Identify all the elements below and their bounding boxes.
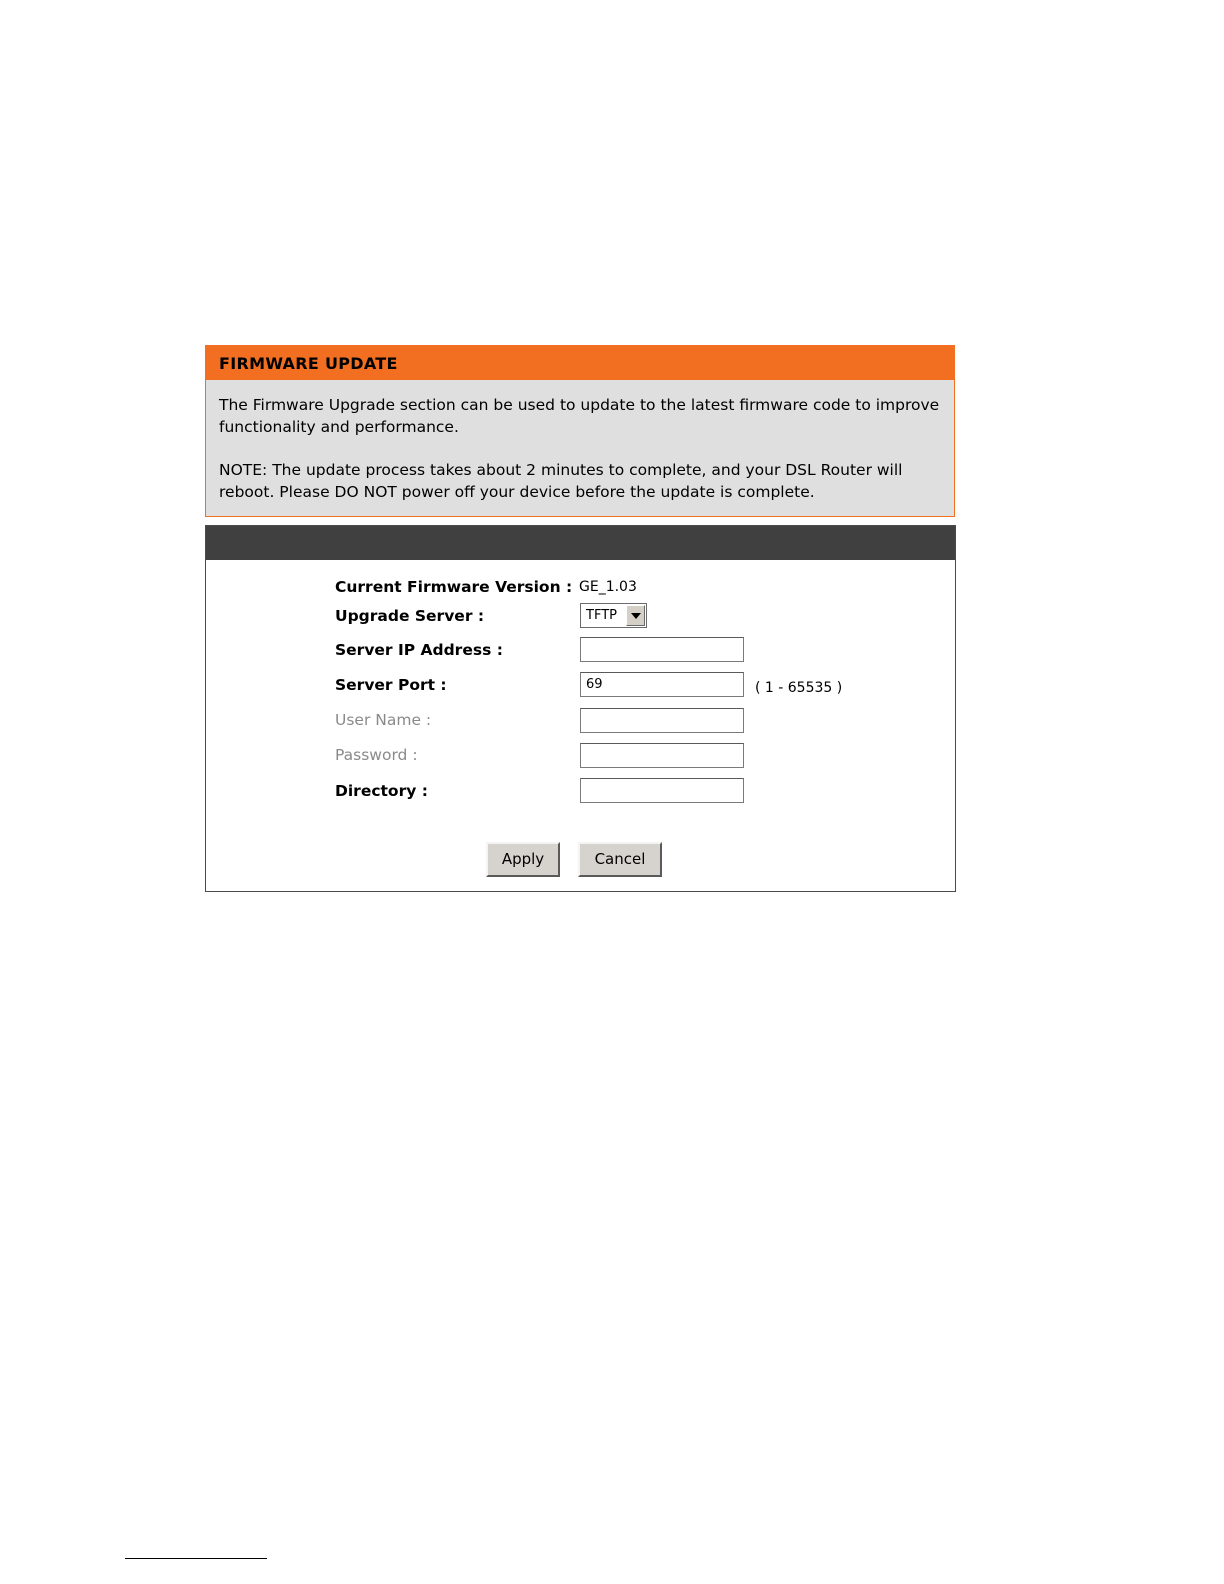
firmware-update-form	[205, 525, 956, 892]
chevron-down-icon[interactable]	[626, 605, 645, 626]
server-ip-label: Server IP Address :	[335, 641, 503, 659]
upgrade-server-select[interactable]	[580, 603, 647, 628]
directory-label: Directory :	[335, 782, 428, 800]
info-body	[206, 380, 954, 503]
apply-button[interactable]: Apply	[486, 842, 560, 877]
server-port-label: Server Port :	[335, 676, 447, 694]
directory-input[interactable]	[580, 778, 744, 803]
firmware-version-value: GE_1.03	[579, 579, 637, 595]
server-port-input[interactable]: 69	[580, 672, 744, 697]
password-label: Password :	[335, 746, 418, 764]
upgrade-server-label: Upgrade Server :	[335, 607, 485, 625]
user-name-input[interactable]	[580, 708, 744, 733]
info-note: NOTE: The update process takes about 2 minutes to complete, and your DSL Router will reboot. Please DO NOT power off your device before the update is complete.	[219, 461, 903, 501]
info-description: The Firmware Upgrade section can be used to update to the latest firmware code to improve functionality and performance.	[219, 396, 940, 436]
password-input[interactable]	[580, 743, 744, 768]
section-title: FIRMWARE UPDATE	[206, 346, 954, 380]
footnote-divider	[125, 1558, 267, 1559]
form-header-bar	[206, 526, 955, 560]
firmware-version-label: Current Firmware Version :	[335, 578, 573, 596]
server-port-range-hint: ( 1 - 65535 )	[755, 680, 843, 696]
upgrade-server-selected-value: TFTP	[586, 608, 617, 623]
cancel-button[interactable]: Cancel	[578, 842, 662, 877]
user-name-label: User Name :	[335, 711, 432, 729]
firmware-update-info-box	[205, 345, 955, 517]
server-ip-input[interactable]	[580, 637, 744, 662]
